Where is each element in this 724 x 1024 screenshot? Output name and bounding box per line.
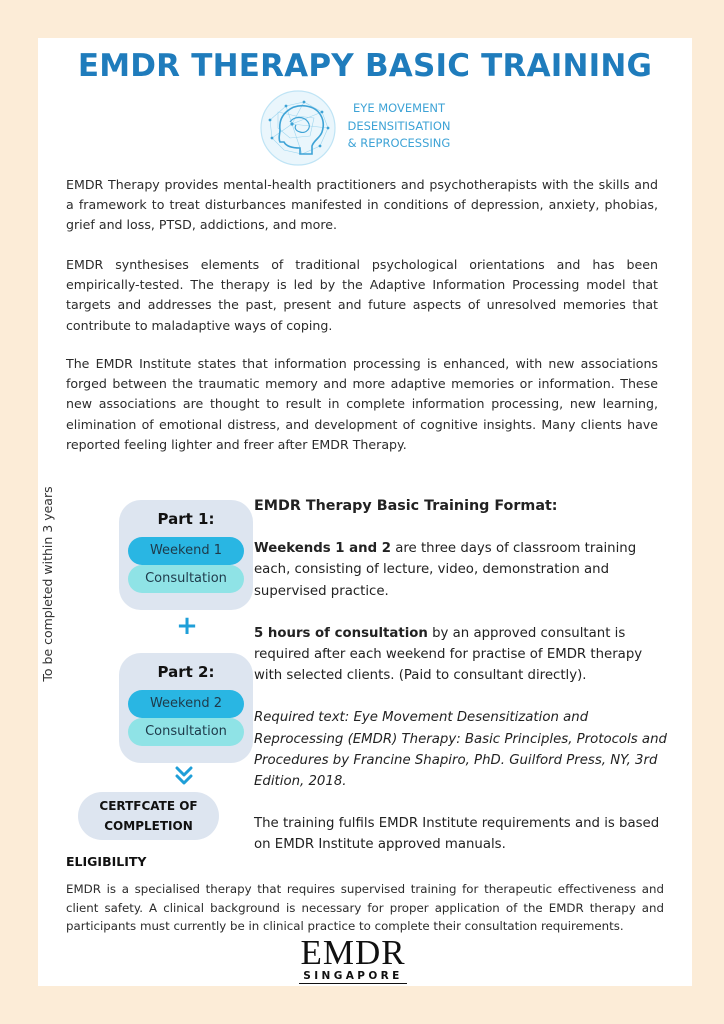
institute-requirements-note: The training fulfils EMDR Institute requirements and is based on EMDR Institute approved manuals.: [254, 816, 660, 853]
consultation-2-pill: Consultation: [128, 718, 244, 746]
subtitle-line: DESENSITISATION: [347, 118, 451, 133]
completion-timeframe-note: To be completed within 3 years: [40, 486, 55, 682]
intro-paragraph-3: The EMDR Institute states that information processing is enhanced, with new associations forged between the traumatic memory and more adaptive memories or information. These new associations are thought to result in complete information processing, new learning, elimination of emotional distress, and development of cognitive insights. Many clients have reported feeling lighter and freer after EMDR Therapy.: [66, 356, 658, 452]
part-1-title: Part 1:: [157, 510, 215, 528]
required-text-note: Required text: Eye Movement Desensitization and Reprocessing (EMDR) Therapy: Basic Principles, Protocols and Procedures by Francine Shapiro, PhD. Guilford Press, NY, 3rd Edition, 2018.: [254, 710, 667, 790]
eligibility-text: EMDR is a specialised therapy that requires supervised training for therapeutic effectiveness and client safety. A clinical background is necessary for proper application of the EMDR therapy and participants must currently be in clinical practice to complete their consultation requirements.: [66, 882, 664, 934]
eligibility-heading: ELIGIBILITY: [66, 854, 147, 869]
flyer-page: [38, 38, 692, 986]
consultation-text: by an approved consultant is required after each weekend for practise of EMDR therapy with selected clients. (Paid to consultant directly).: [254, 625, 643, 684]
training-format-section: [254, 496, 674, 856]
weekends-label: Weekends 1 and 2: [254, 541, 391, 557]
logo-wordmark: EMDR: [300, 933, 406, 972]
part-1-card: [119, 500, 253, 610]
plus-icon: +: [176, 611, 198, 641]
weekends-text: are three days of classroom training each, consisting of lecture, video, demonstration and supervised practice.: [254, 541, 637, 599]
page-title: EMDR THERAPY BASIC TRAINING: [77, 48, 653, 84]
consultation-1-pill: Consultation: [128, 565, 244, 593]
subtitle: [344, 100, 454, 153]
subtitle-line: & REPROCESSING: [347, 136, 451, 150]
certificate-of-completion-box: [78, 792, 219, 840]
part-2-title: Part 2:: [157, 663, 215, 681]
weekends-description: [254, 538, 674, 602]
double-chevron-down-icon: [175, 765, 193, 787]
training-format-heading: EMDR Therapy Basic Training Format:: [254, 498, 558, 514]
brain-network-icon: [256, 88, 340, 168]
subtitle-line: EYE MOVEMENT: [353, 101, 445, 115]
emdr-singapore-logo: [285, 933, 421, 986]
logo-subtitle: SINGAPORE: [299, 970, 407, 984]
consultation-label: 5 hours of consultation: [254, 625, 428, 641]
certificate-line: COMPLETION: [104, 819, 193, 833]
intro-paragraph-2: EMDR synthesises elements of traditional psychological orientations and has been empirically-tested. The therapy is led by the Adaptive Information Processing model that targets and addresses the past, present and future aspects of unresolved memories that contribute to maladaptive ways of coping.: [66, 257, 658, 333]
weekend-2-pill: Weekend 2: [128, 690, 244, 718]
weekend-1-pill: Weekend 1: [128, 537, 244, 565]
part-2-card: [119, 653, 253, 763]
intro-paragraph-1: EMDR Therapy provides mental-health practitioners and psychotherapists with the skills and a framework to treat disturbances manifested in conditions of depression, anxiety, phobias, grief and loss, PTSD, addictions, and more.: [66, 177, 658, 233]
consultation-description: [254, 623, 674, 687]
certificate-line: CERTFCATE OF: [99, 799, 198, 813]
